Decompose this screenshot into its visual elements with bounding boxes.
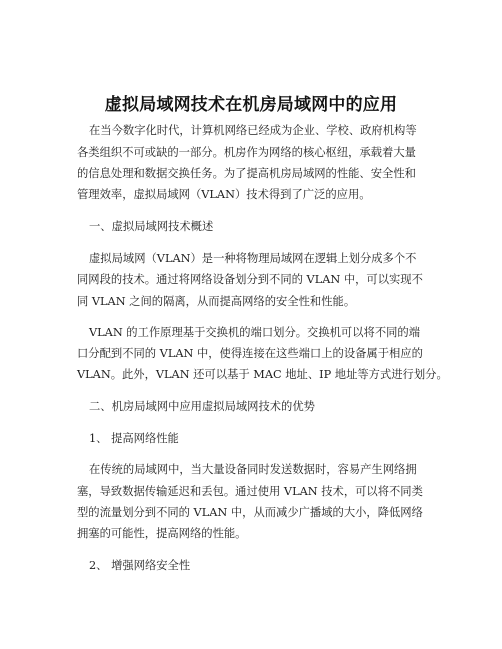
- paragraph-performance-line-1: 在传统的局域网中，当大量设备同时发送数据时，容易产生网络拥: [89, 463, 417, 476]
- subheading-security: 2、 增强网络安全性: [89, 559, 191, 572]
- paragraph-intro-line-3: 的信息处理和数据交换任务。为了提高机房局域网的性能、安全性和: [77, 167, 416, 180]
- paragraph-vlan-principle-line-1: VLAN 的工作原理基于交换机的端口划分。交换机可以将不同的端: [89, 326, 421, 339]
- paragraph-vlan-principle-line-2: 口分配到不同的 VLAN 中，使得连接在这些端口上的设备属于相应的: [77, 347, 423, 360]
- document-title: 虚拟局域网技术在机房局域网中的应用: [104, 95, 398, 115]
- paragraph-vlan-def-line-1: 虚拟局域网（VLAN）是一种将物理局域网在逻辑上划分成多个不: [89, 252, 417, 265]
- paragraph-intro-line-4: 管理效率，虚拟局域网（VLAN）技术得到了广泛的应用。: [77, 188, 371, 201]
- section-heading-advantages: 二、机房局域网中应用虚拟局域网技术的优势: [89, 400, 315, 413]
- subheading-performance: 1、 提高网络性能: [89, 432, 179, 445]
- paragraph-performance-line-4: 拥塞的可能性，提高网络的性能。: [77, 527, 247, 540]
- paragraph-performance-line-3: 型的流量划分到不同的 VLAN 中，从而减少广播域的大小，降低网络: [77, 506, 423, 519]
- paragraph-intro-line-1: 在当今数字化时代，计算机网络已经成为企业、学校、政府机构等: [89, 124, 417, 137]
- paragraph-vlan-def-line-2: 同网段的技术。通过将网络设备划分到不同的 VLAN 中，可以实现不: [77, 273, 423, 286]
- paragraph-vlan-principle-line-3: VLAN。此外，VLAN 还可以基于 MAC 地址、IP 地址等方式进行划分。: [77, 368, 448, 381]
- paragraph-performance-line-2: 塞，导致数据传输延迟和丢包。通过使用 VLAN 技术，可以将不同类: [77, 485, 423, 498]
- paragraph-intro-line-2: 各类组织不可或缺的一部分。机房作为网络的核心枢纽，承载着大量: [77, 146, 416, 159]
- paragraph-vlan-def-line-3: 同 VLAN 之间的隔离，从而提高网络的安全性和性能。: [77, 295, 356, 308]
- section-heading-overview: 一、虚拟局域网技术概述: [89, 220, 214, 233]
